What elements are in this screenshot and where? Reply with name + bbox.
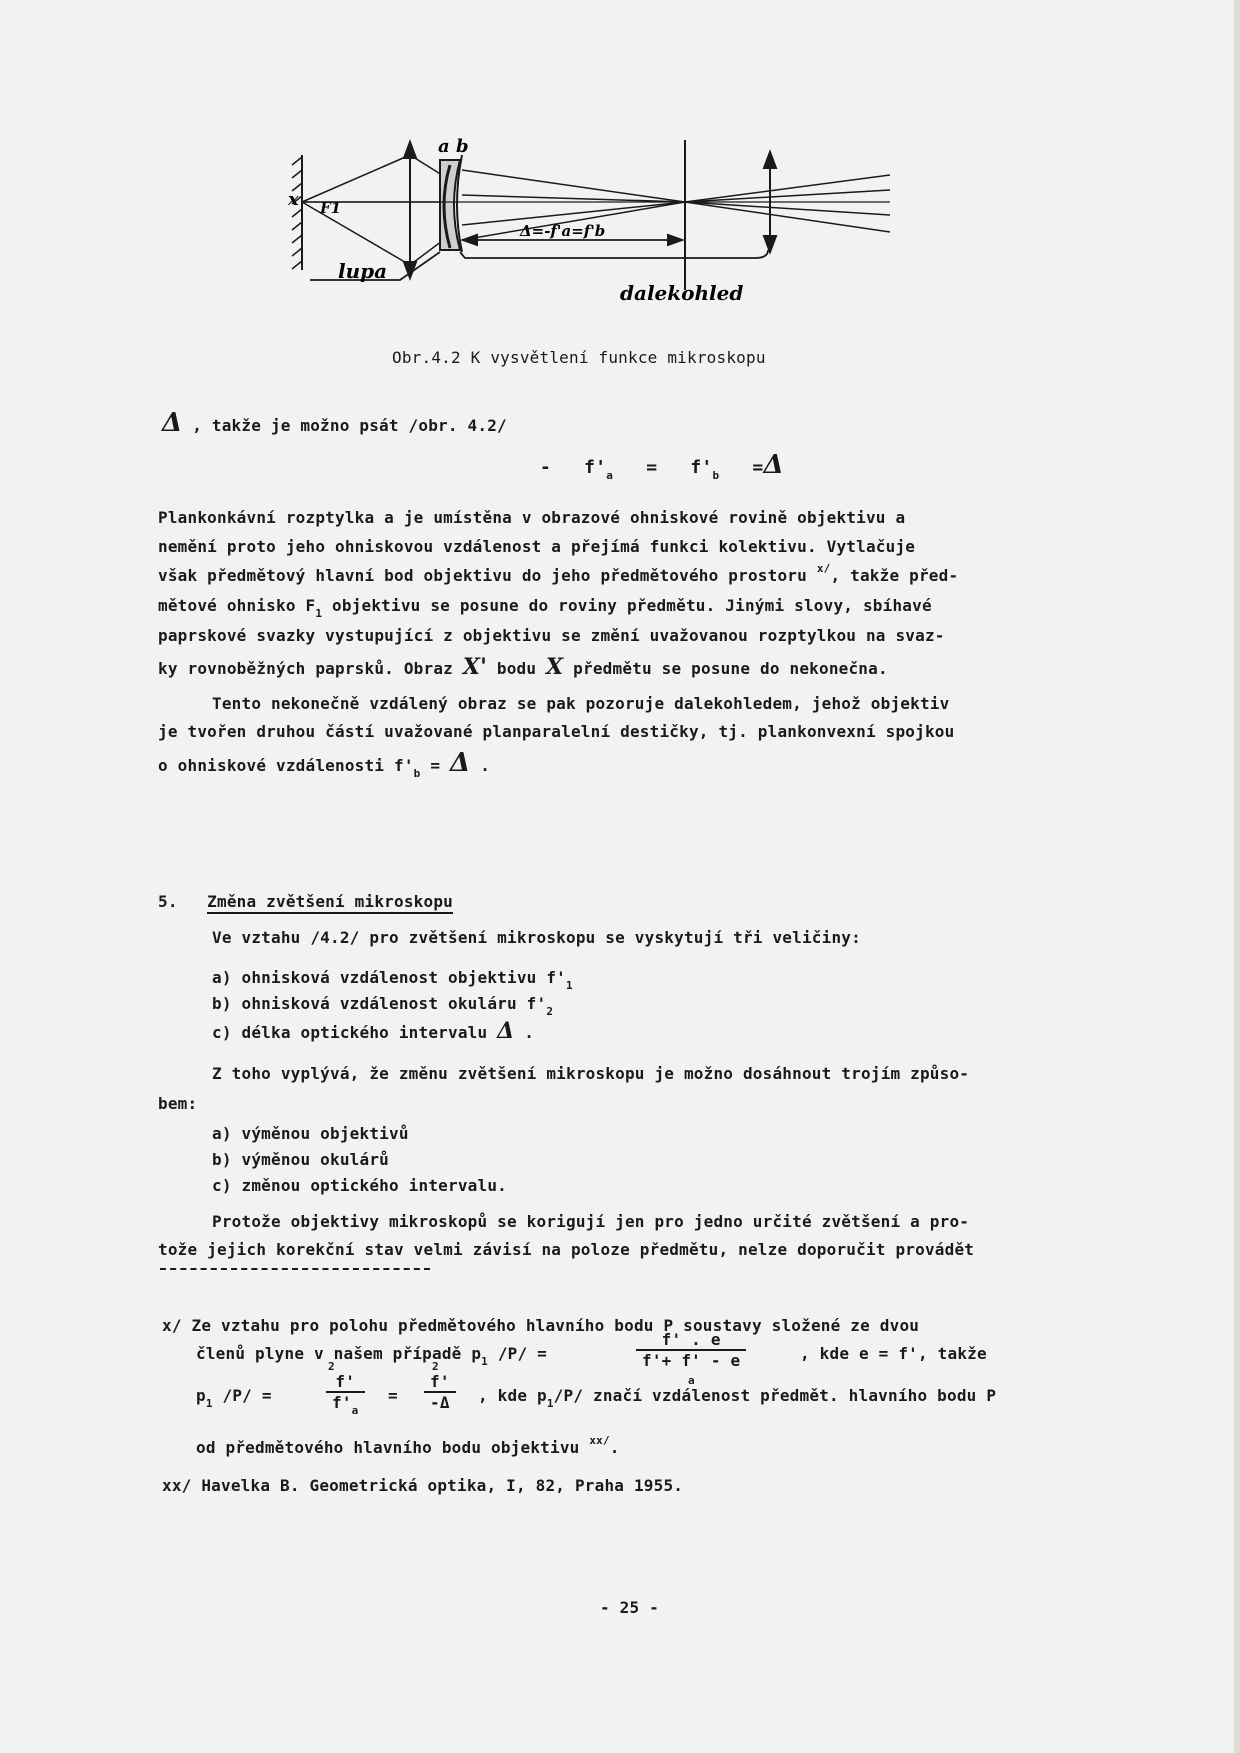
fraction-2-denominator <box>326 1393 365 1417</box>
quantity-item-a-text: a) ohnisková vzdálenost objektivu f' <box>212 968 566 987</box>
p1-line-3-end: , takže před- <box>830 566 959 585</box>
section-5-final-line-1: Protože objektivy mikroskopů se korigují jen pro jedno určité zvětšení a pro- <box>212 1212 970 1231</box>
fraction-1-numerator: f' . e <box>636 1330 746 1351</box>
p2-line-3-eq: = <box>420 756 441 775</box>
footnote-separator <box>160 1268 430 1270</box>
quantity-item-c-text: c) délka optického intervalu <box>212 1023 498 1042</box>
footnote-mark-x: x/ <box>816 562 831 575</box>
footnote-mark-xx: xx/ <box>589 1434 610 1447</box>
formula-fa: f' <box>584 457 607 478</box>
fn1-line-4-end: . <box>609 1438 620 1457</box>
label-delta-formula: Δ=-f'a=f'b <box>520 222 606 240</box>
quantity-item-c-delta: Δ <box>497 1018 515 1044</box>
fn1-line-3-kde: , kde p <box>478 1386 547 1405</box>
microscope-ray-diagram <box>288 136 910 310</box>
x-prime-symbol: X' <box>462 654 488 680</box>
object-plane-hatching <box>292 157 302 269</box>
fn1-line-3-kde-sub: 1 <box>546 1397 554 1410</box>
section-5-heading <box>158 892 453 911</box>
p1-line-4 <box>158 596 932 620</box>
footnote-1-line-3 <box>196 1386 272 1410</box>
eyepiece-arrow-down <box>764 236 776 252</box>
fraction-1-denominator-text: f'+ f' - e <box>642 1351 741 1370</box>
footnote-1-line-4 <box>196 1434 620 1457</box>
footnote-small-2b: 2 <box>432 1360 439 1373</box>
fn1-line-4-text: od předmětového hlavního bodu objektivu <box>196 1438 590 1457</box>
fraction-1-den-sub: a <box>688 1374 695 1387</box>
footnote-1-line-3-end <box>478 1386 997 1410</box>
section-5-para-line-1: Z toho vyplývá, že změnu zvětšení mikroskopu je možno dosáhnout trojím způso- <box>212 1064 970 1083</box>
p1-line-3 <box>158 562 959 585</box>
p2-line-2: je tvořen druhou částí uvažované planparalelní destičky, tj. plankonvexní spojkou <box>158 722 955 741</box>
p1-line-3-text: však předmětový hlavní bod objektivu do jeho předmětového prostoru <box>158 566 817 585</box>
formula-delta-symbol: Δ <box>763 450 784 480</box>
p1-line-2: nemění proto jeho ohniskovou vzdálenost a přejímá funkci kolektivu. Vytlačuje <box>158 537 916 556</box>
p1-line-4-text: mětové ohnisko F <box>158 596 316 615</box>
fraction-1 <box>636 1330 746 1370</box>
quantity-item-c <box>212 1018 534 1044</box>
formula-fb: f' <box>690 457 713 478</box>
fn1-line-3-p: p <box>196 1386 206 1405</box>
p1-line-6-text: ky rovnoběžných paprsků. Obraz <box>158 659 463 678</box>
quantity-item-a-sub: 1 <box>565 979 573 992</box>
label-lupa: lupa <box>338 259 388 283</box>
section-5-lead: Ve vztahu /4.2/ pro zvětšení mikroskopu se vyskytují tři veličiny: <box>212 928 861 947</box>
footnote-2: xx/ Havelka B. Geometrická optika, I, 82, Praha 1955. <box>162 1476 684 1495</box>
footnote-1-line-1: x/ Ze vztahu pro polohu předmětového hlavního bodu P soustavy složené ze dvou <box>162 1316 920 1335</box>
fn1-line-3-eq: /P/ = <box>212 1386 272 1405</box>
p2-line-3 <box>158 748 490 778</box>
section-number: 5. <box>158 892 178 911</box>
fraction-equals: = <box>388 1386 398 1405</box>
way-item-a: a) výměnou objektivů <box>212 1124 409 1143</box>
p1-line-5: paprskové svazky vystupující z objektivu se změní uvažovanou rozptylkou na svaz- <box>158 626 945 645</box>
fraction-3-numerator: f' <box>424 1372 456 1393</box>
page-edge <box>1234 0 1240 1753</box>
quantity-item-b-text: b) ohnisková vzdálenost okuláru f' <box>212 994 547 1013</box>
fraction-2-denominator-text: f' <box>332 1393 352 1412</box>
footnote-1-line-2 <box>196 1344 547 1368</box>
label-f1: F1 <box>320 199 342 217</box>
label-x: x <box>288 189 299 210</box>
p1-line-1: Plankonkávní rozptylka a je umístěna v obrazové ohniskové rovině objektivu a <box>158 508 906 527</box>
fraction-1-denominator <box>636 1351 746 1370</box>
figure-caption: Obr.4.2 K vysvětlení funkce mikroskopu <box>392 348 766 367</box>
delta-symbol: Δ <box>162 408 183 438</box>
fraction-3 <box>424 1372 456 1412</box>
x-symbol: X <box>546 654 564 680</box>
way-item-b: b) výměnou okulárů <box>212 1150 389 1169</box>
formula-fa-sub: a <box>606 469 614 482</box>
way-item-c: c) změnou optického intervalu. <box>212 1176 507 1195</box>
fraction-2 <box>326 1372 365 1417</box>
quantity-item-a <box>212 968 573 992</box>
section-5-para-line-2: bem: <box>158 1094 198 1113</box>
fn1-line-2-text: členů plyne v našem případě p <box>196 1344 482 1363</box>
intro-lead: , takže je možno psát /obr. 4.2/ <box>192 416 507 435</box>
fn1-line-2-sub: 1 <box>481 1355 488 1368</box>
formula-minus: - <box>540 457 552 478</box>
formula-delta <box>540 450 784 480</box>
label-b: b <box>456 136 469 157</box>
p1-line-6 <box>158 654 888 680</box>
label-a: a <box>438 136 450 157</box>
p1-line-4-sub: 1 <box>315 607 323 620</box>
fraction-2-denominator-sub: a <box>351 1404 359 1417</box>
fn1-line-3-p-sub: 1 <box>205 1397 213 1410</box>
section-5-final-line-2: tože jejich korekční stav velmi závisí na poloze předmětu, nelze doporučit provádět <box>158 1240 975 1259</box>
fraction-2-numerator: f' <box>326 1372 365 1393</box>
footnote-small-2a: 2 <box>328 1360 335 1373</box>
formula-eq-2: = <box>752 457 764 478</box>
p1-line-6-mid: bodu <box>487 659 547 678</box>
formula-fb-sub: b <box>712 469 720 482</box>
p2-line-3-sub: b <box>413 767 421 780</box>
p2-line-3-text: o ohniskové vzdálenosti f' <box>158 756 414 775</box>
page-number: - 25 - <box>600 1598 659 1617</box>
quantity-item-c-end: . <box>524 1023 535 1042</box>
p1-line-4-end: objektivu se posune do roviny předmětu. Jinými slovy, sbíhavé <box>322 596 932 615</box>
quantity-item-b-sub: 2 <box>546 1005 554 1018</box>
fn1-line-3-rest: /P/ značí vzdálenost předmět. hlavního bodu P <box>553 1386 997 1405</box>
eyepiece-arrow-up <box>764 152 776 168</box>
p2-line-3-end: . <box>480 756 491 775</box>
p1-line-6-end: předmětu se posune do nekonečna. <box>563 659 888 678</box>
fraction-3-denominator: -Δ <box>430 1393 450 1412</box>
section-title: Změna zvětšení mikroskopu <box>207 892 453 914</box>
intro-line <box>162 408 507 438</box>
dalekohled-bracket <box>460 250 768 258</box>
p2-line-1: Tento nekonečně vzdálený obraz se pak pozoruje dalekohledem, jehož objektiv <box>212 694 950 713</box>
p2-delta-symbol: Δ <box>450 748 471 778</box>
formula-eq-1: = <box>646 457 658 478</box>
footnote-1-line-2-end: , kde e = f', takže <box>800 1344 987 1363</box>
label-dalekohled: dalekohled <box>620 281 744 305</box>
quantity-item-b <box>212 994 554 1018</box>
fn1-line-2-eq: /P/ = <box>487 1344 547 1363</box>
